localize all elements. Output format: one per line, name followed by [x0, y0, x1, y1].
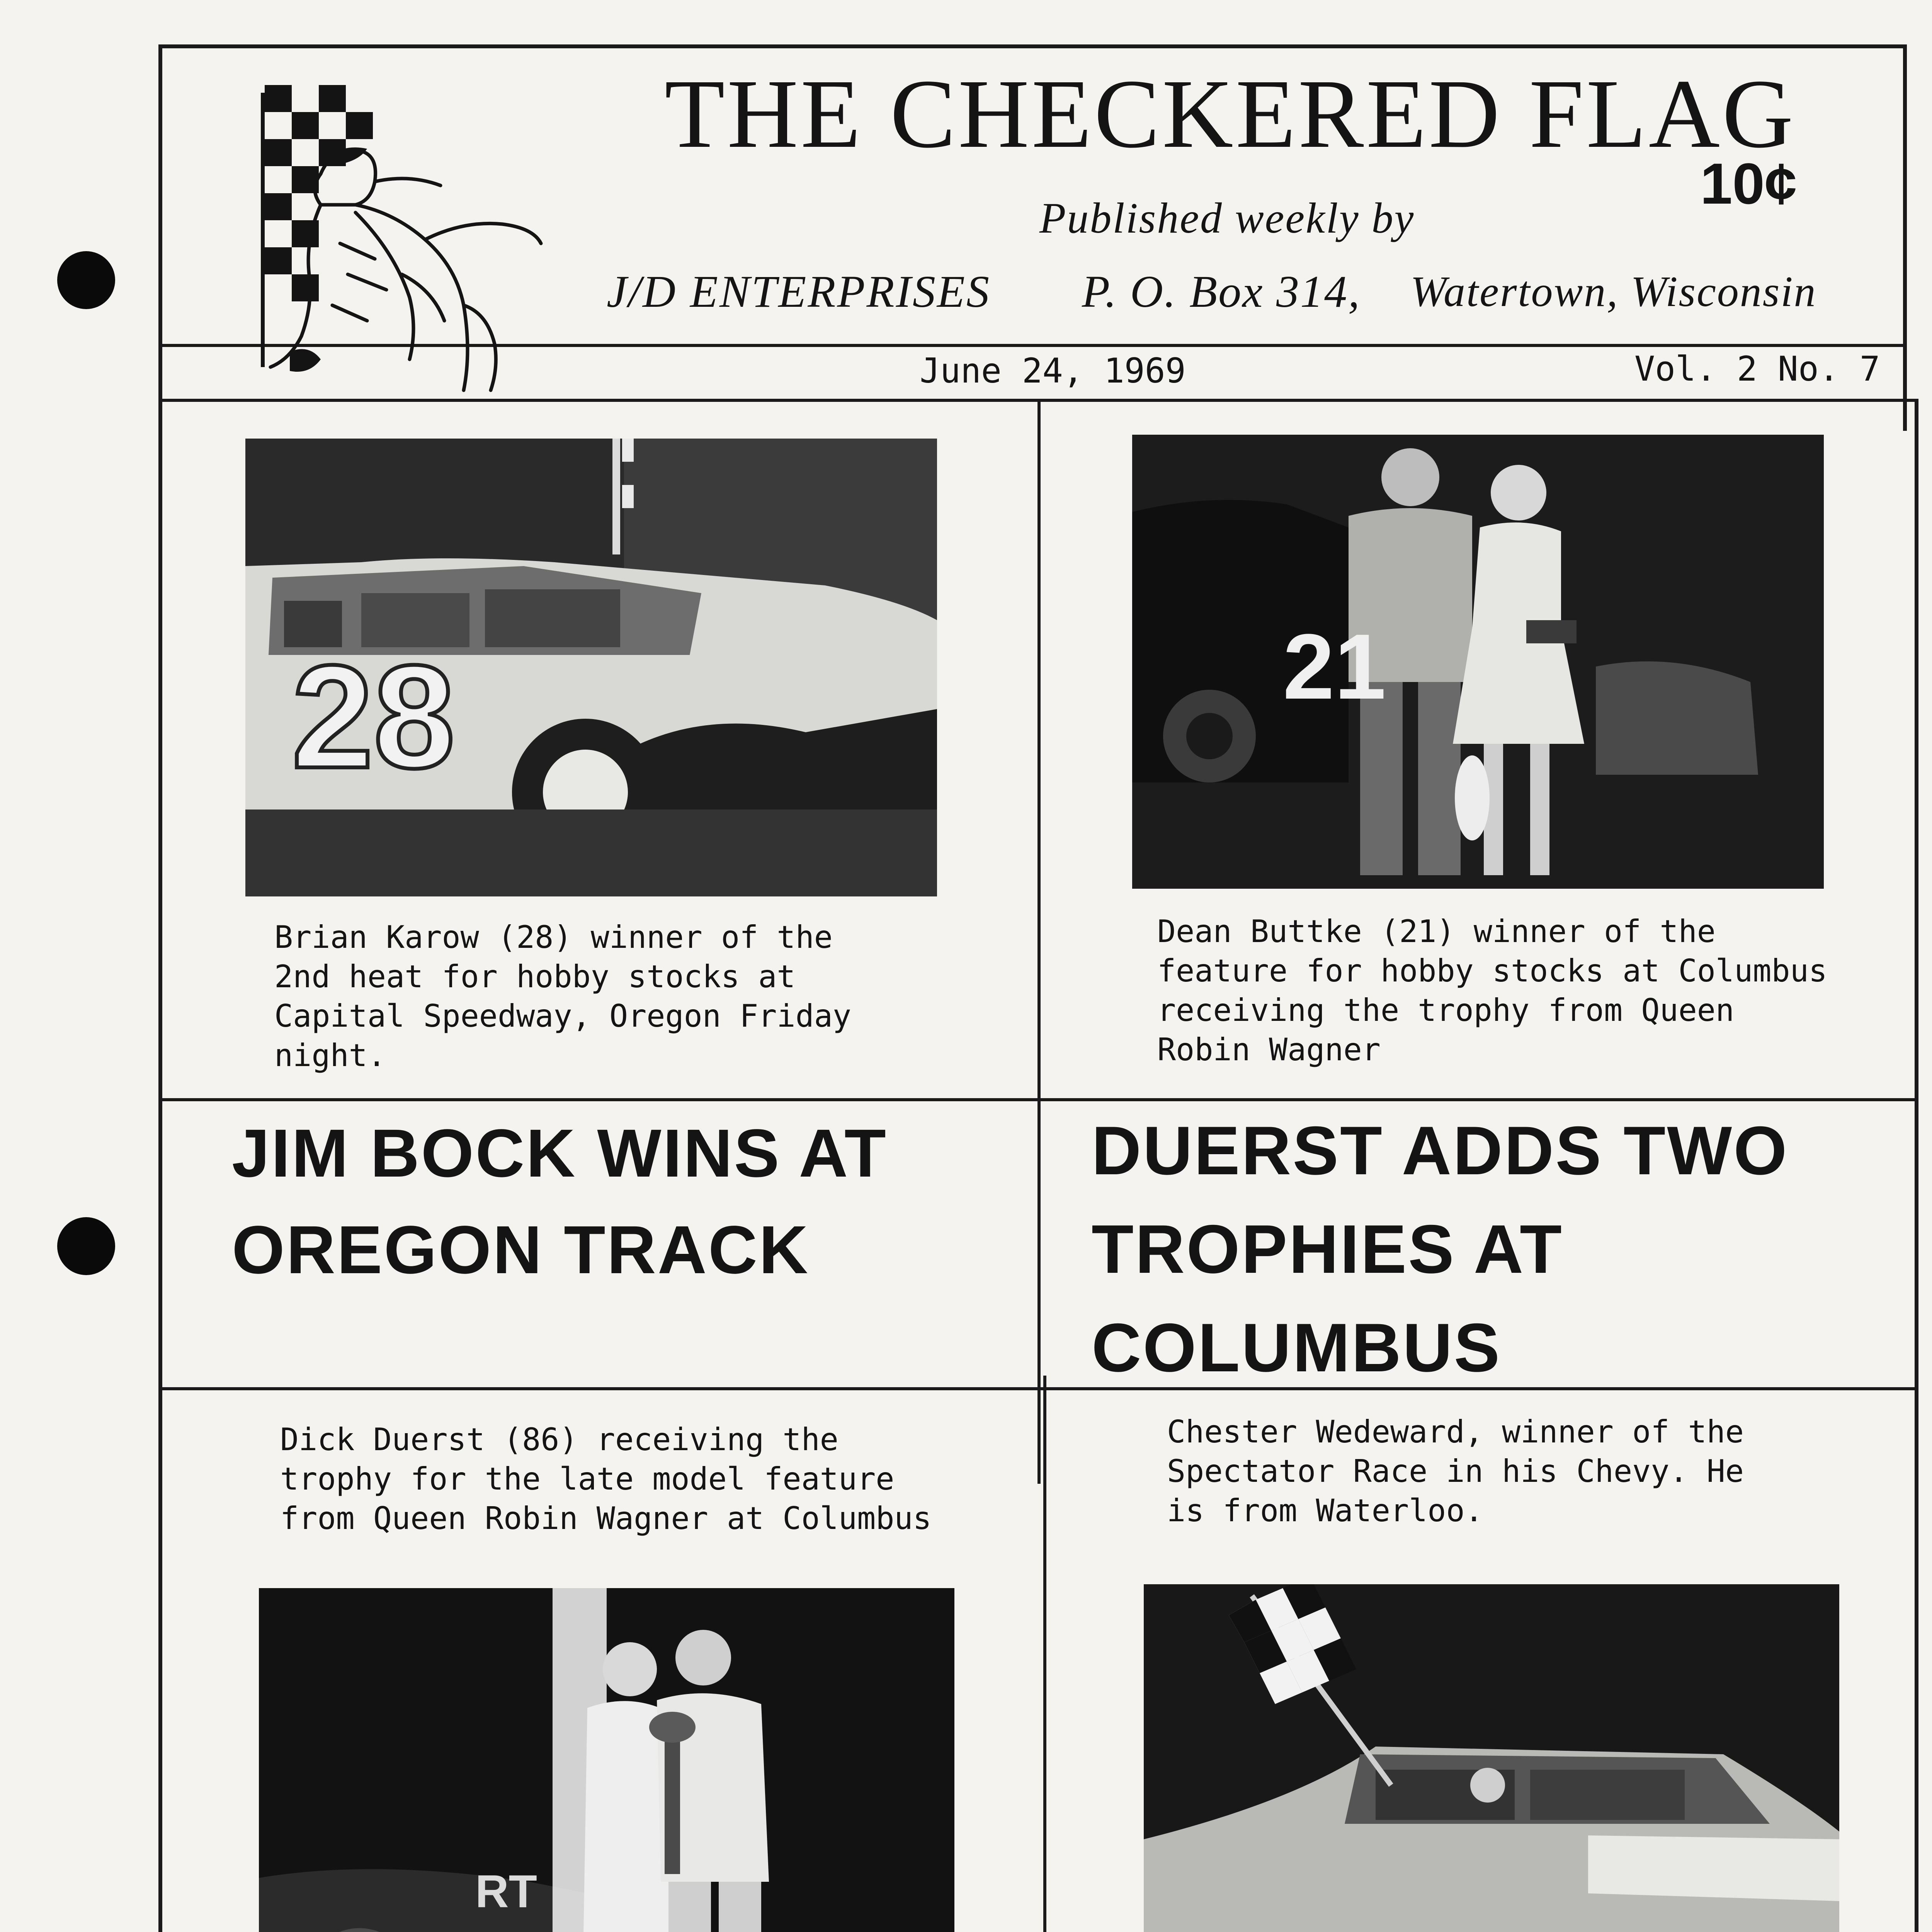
photo-wedeward-chevy [1144, 1584, 1839, 1932]
issue-date: June 24, 1969 [920, 351, 1186, 391]
headline-duerst: DUERST ADDS TWO TROPHIES AT COLUMBUS [1092, 1112, 1789, 1386]
column-divider-upper [1037, 402, 1041, 1484]
frame-top-rule [158, 44, 1907, 48]
photo-buttke-trophy [1132, 435, 1824, 889]
frame-right-rule [1903, 44, 1907, 431]
caption-duerst: Dick Duerst (86) receiving the trophy for the late model feature from Queen Robin Wagner at Columbus [280, 1422, 932, 1536]
address: P. O. Box 314, [1082, 266, 1361, 317]
headline-bock: JIM BOCK WINS AT OREGON TRACK [232, 1116, 888, 1288]
binder-hole-top [57, 251, 115, 309]
frame-right-rule-lower [1915, 402, 1918, 1932]
volume-number: Vol. 2 No. 7 [1634, 349, 1880, 389]
checkered-flag-driver-illustration [193, 58, 564, 398]
caption-buttke: Dean Buttke (21) winner of the feature for hobby stocks at Columbus receiving the trophy from Queen Robin Wagner [1157, 913, 1827, 1068]
car-lettering-rt: RT [475, 1866, 537, 1917]
published-line: Published weekly by [1039, 194, 1415, 242]
binder-hole-middle [57, 1217, 115, 1275]
photo-karow-car-28 [245, 439, 937, 896]
publisher: J/D ENTERPRISES [607, 266, 991, 317]
masthead-title: THE CHECKERED FLAG [665, 60, 1796, 168]
caption-wedeward: Chester Wedeward, winner of the Spectator Race in his Chevy. He is from Waterloo. [1167, 1414, 1744, 1529]
car-number-21: 21 [1283, 615, 1386, 718]
row-rule-1 [162, 1098, 1918, 1101]
city: Watertown, Wisconsin [1410, 268, 1817, 316]
price: 10¢ [1700, 151, 1797, 216]
date-rule [162, 399, 1918, 402]
caption-karow: Brian Karow (28) winner of the 2nd heat for hobby stocks at Capital Speedway, Oregon Friday night. [274, 919, 852, 1073]
car-number-28: 28 [292, 634, 455, 799]
frame-left-rule [158, 44, 162, 1932]
photo-duerst-trophy [259, 1588, 954, 1932]
column-divider-lower [1043, 1376, 1046, 1932]
